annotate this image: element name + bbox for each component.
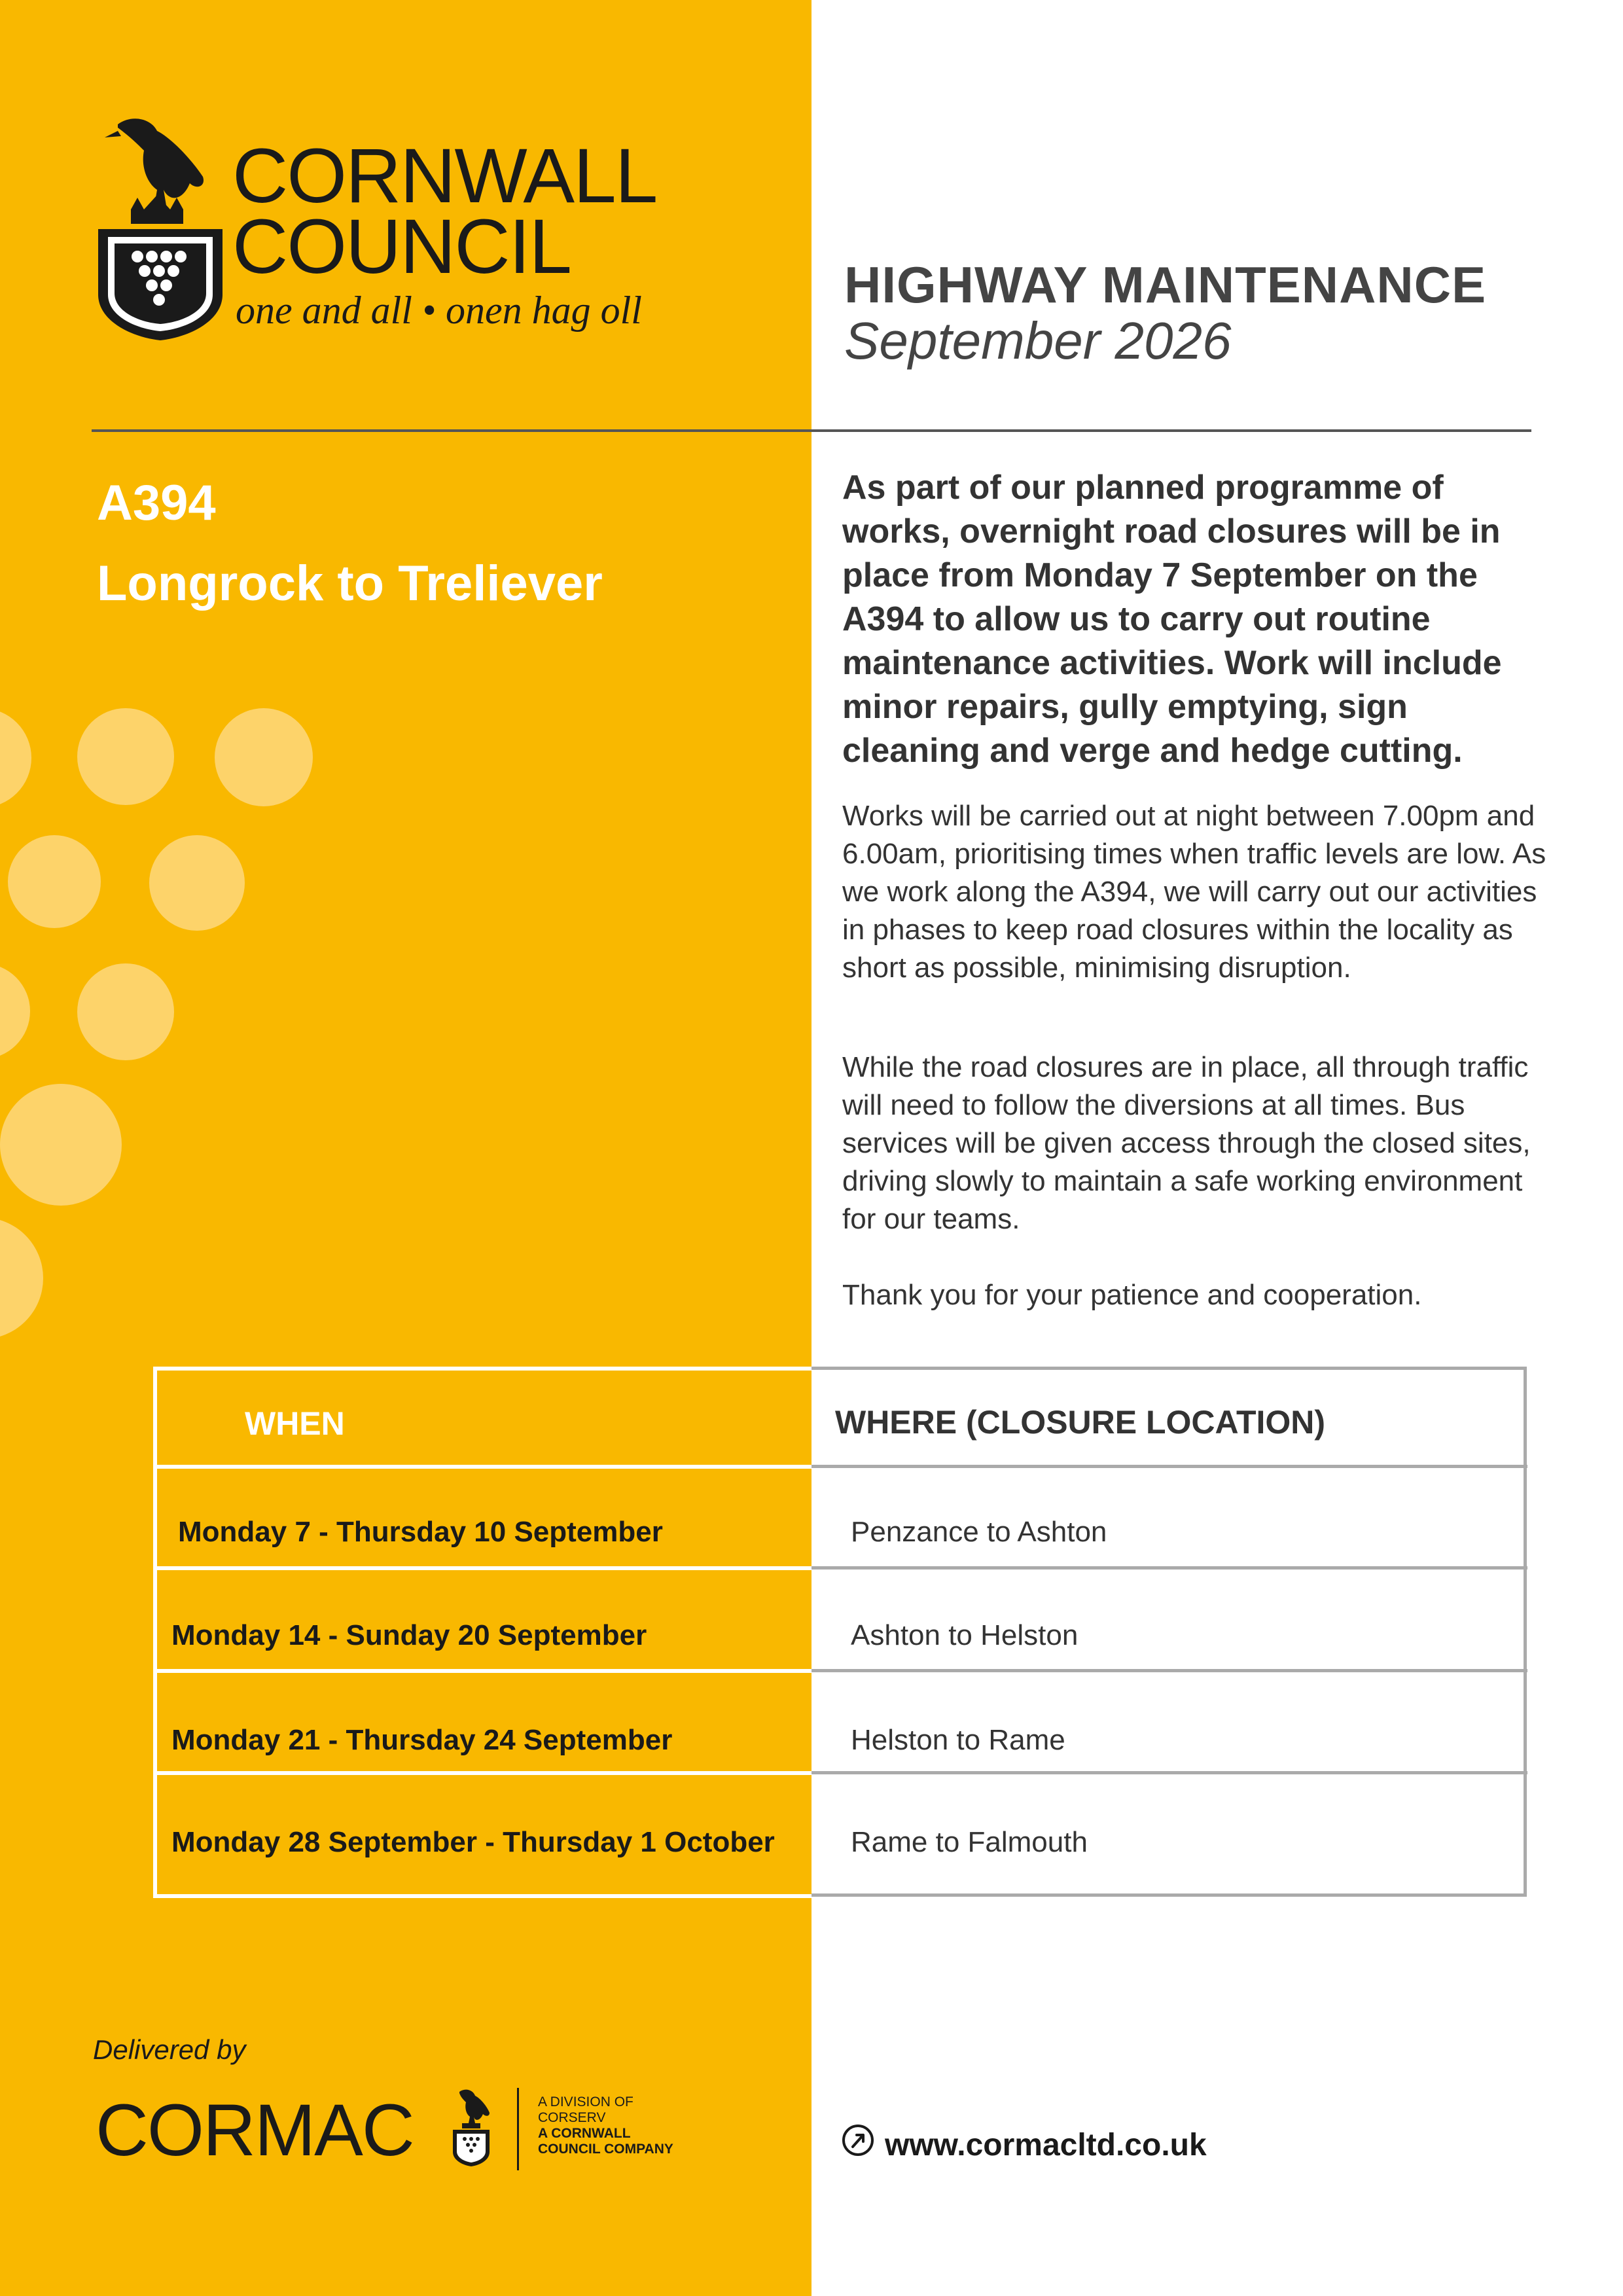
table-cell-where: Ashton to Helston (851, 1619, 1079, 1651)
division-line: CORSERV (538, 2110, 606, 2125)
decorative-dot (0, 963, 30, 1059)
council-motto: one and all • onen hag oll (236, 289, 642, 332)
route-road: A394 (97, 475, 216, 531)
table-cell-when: Monday 7 - Thursday 10 September (178, 1516, 663, 1548)
lead-paragraph: As part of our planned programme of works, overnight road closures will be in place from Monday 7 September on the A394 to allow us to carry out routine maintenance activities. Work will include minor repairs, gully emptying, sign cleaning and verge and hedge cutting. (842, 469, 1502, 770)
delivered-by-label: Delivered by (93, 2034, 246, 2065)
page-subtitle: September 2026 (844, 312, 1232, 370)
council-name-line2: COUNCIL (232, 204, 571, 290)
body-paragraph-3: Thank you for your patience and cooperation. (842, 1279, 1422, 1311)
decorative-dot (77, 963, 174, 1060)
page-title: HIGHWAY MAINTENANCE (844, 256, 1487, 314)
division-line: A DIVISION OF (538, 2094, 633, 2109)
council-name-line1: CORNWALL (232, 133, 657, 219)
council-name (232, 133, 657, 290)
closure-table (153, 1367, 1527, 1894)
table-cell-when: Monday 14 - Sunday 20 September (171, 1619, 647, 1651)
table-row-divider (153, 1771, 815, 1775)
table-cell-when: Monday 28 September - Thursday 1 October (171, 1826, 775, 1858)
divider (92, 429, 1531, 432)
table-header-where: WHERE (CLOSURE LOCATION) (835, 1404, 1326, 1441)
cornwall-crest-small-icon (450, 2087, 492, 2168)
table-row-divider (812, 1771, 1527, 1774)
cormac-logo-text: CORMAC (96, 2089, 414, 2171)
decorative-dot (8, 835, 101, 928)
cornwall-crest-icon (92, 111, 229, 340)
body-paragraph-2: While the road closures are in place, all through traffic will need to follow the diversions at all times. Bus services will be given access through the closed sites, driving slowly to maintain a safe working environment for our teams. (842, 1051, 1531, 1235)
decorative-dot (77, 708, 174, 805)
table-cell-where: Rame to Falmouth (851, 1826, 1088, 1858)
table-row-divider (812, 1669, 1527, 1672)
table-cell-where: Penzance to Ashton (851, 1516, 1107, 1548)
table-cell-where: Helston to Rame (851, 1724, 1065, 1756)
corserv-division-text (538, 2094, 673, 2157)
table-row-divider (153, 1465, 815, 1469)
table-header-when: WHEN (245, 1405, 345, 1442)
cursor-arrow-icon (841, 2123, 875, 2157)
table-row-divider (153, 1566, 815, 1570)
table-row-divider (153, 1669, 815, 1673)
decorative-dot (0, 1084, 122, 1206)
decorative-dot (0, 1217, 43, 1339)
decorative-dot (0, 708, 31, 808)
decorative-dot (215, 708, 313, 806)
division-line: A CORNWALL (538, 2126, 631, 2141)
table-row-divider (812, 1566, 1527, 1570)
table-cell-when: Monday 21 - Thursday 24 September (171, 1724, 673, 1756)
decorative-dot (149, 835, 245, 931)
website-link[interactable]: www.cormacltd.co.uk (885, 2128, 1207, 2162)
body-paragraph-1: Works will be carried out at night between 7.00pm and 6.00am, prioritising times when traffic levels are low. As we work along the A394, we will carry out our activities in phases to keep road closures within the locality as short as possible, minimising disruption. (842, 800, 1546, 984)
footer-separator (517, 2088, 519, 2170)
division-line: COUNCIL COMPANY (538, 2142, 673, 2157)
route-name: Longrock to Treliever (97, 556, 603, 611)
table-row-divider (812, 1465, 1527, 1468)
